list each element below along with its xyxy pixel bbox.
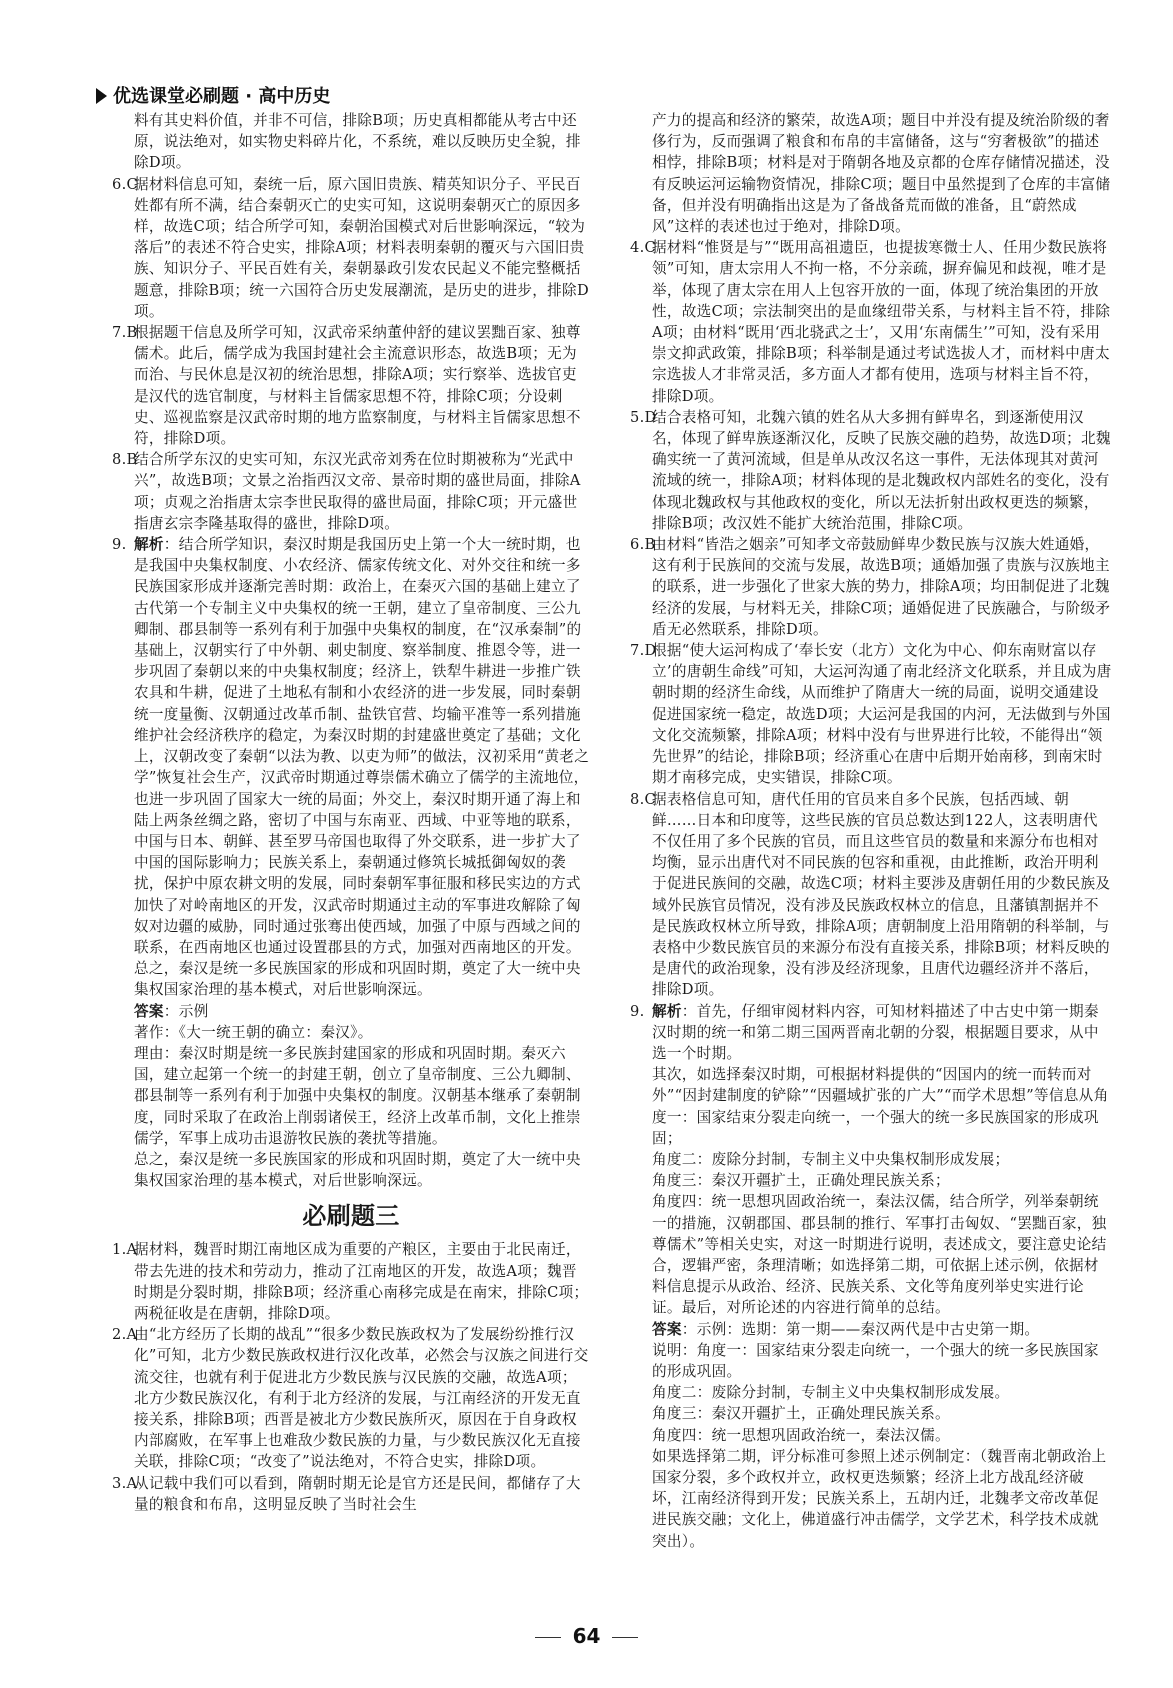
answer-label: 答案: [134, 1002, 164, 1020]
section-title: 必刷题三: [302, 1202, 400, 1231]
answer-value: ：示例：选期：第一期——秦汉两代是中古史第一期。: [681, 1320, 1040, 1338]
answer-item-8b: [630, 789, 1112, 1001]
answer-item-s2: [112, 1324, 590, 1472]
answer-reason: 理由：秦汉时期是统一多民族封建国家的形成和巩固时期。秦灭六国，建立起第一个统一的封建王朝，创立了皇帝制度、三公九卿制、郡县制等一系列有利于加强中央集权的制度。汉朝基本继承了秦朝制度，同时采取了在政治上削弱诸侯王，经济上改革币制，文化上推崇儒学，军事上成功击退游牧民族的袭扰等措施。: [134, 1044, 581, 1147]
item-text: 结合所学东汉的史实可知，东汉光武帝刘秀在位时期被称为“光武中兴”，故选B项；文景之治指西汉文帝、景帝时期的盛世局面，排除A项；贞观之治指唐太宗李世民取得的盛世局面，排除C项；开元盛世指唐玄宗李隆基取得的盛世，排除D项。: [134, 451, 581, 532]
item-text: 从记载中我们可以看到，隋朝时期无论是官方还是民间，都储存了大量的粮食和布帛，这明显反映了当时社会生: [134, 1474, 581, 1513]
answer-item-8: [112, 449, 590, 534]
answer-explain: 说明：角度一：国家结束分裂走向统一，一个强大的统一多民族国家的形成巩固。: [652, 1341, 1099, 1380]
answer-item-6: [112, 174, 590, 322]
item-text: 据材料“惟贤是与”“既用高祖遗臣，也提拔寒微士人、任用少数民族将领”可知，唐太宗用人不拘一格，不分亲疏，摒弃偏见和歧视，唯才是举，体现了唐太宗在用人上包容开放的一面，体现了统治集团的开放性，故选C项；宗法制突出的是血缘纽带关系，与材料主旨不符，排除A项；由材料“既用‘西北骁武之士’，又用‘东南儒生’”可知，没有采用崇文抑武政策，排除B项；科举制是通过考试选拔人才，而材料中唐太宗选拔人才非常灵活，多方面人才都有使用，选项与材料主旨不符，排除D项。: [652, 239, 1111, 405]
answer-item-s1: [112, 1239, 590, 1324]
right-column: [630, 110, 1112, 1552]
answer-value: ：示例: [163, 1002, 209, 1020]
item-text: 根据题干信息及所学可知，汉武帝采纳董仲舒的建议罢黜百家、独尊儒术。此后，儒学成为我国封建社会主流意识形态，故选B项；无为而治、与民休息是汉初的统治思想，排除A项；实行察举、选拔官吏是汉代的选官制度，与材料主旨儒家思想不符，排除C项；分设刺史、巡视监察是汉武帝时期的地方监察制度，与材料主旨儒家思想不符，排除D项。: [134, 324, 581, 448]
item-number: 1.A: [112, 1241, 138, 1259]
answer-label: 答案: [652, 1320, 682, 1338]
paragraph: 其次，如选择秦汉时期，可根据材料提供的“因国内的统一而转而对外”“因封建制度的铲除”“因疆域扩张的广大”“而学术思想”等信息从角度一：国家结束分裂走向统一，一个强大的统一多民族国家的形成巩固；: [652, 1066, 1109, 1147]
paragraph: 角度四：统一思想巩固政治统一，秦法汉儒，结合所学，列举秦朝统一的措施，汉朝郡国、郡县制的推行、军事打击匈奴、“罢黜百家，独尊儒术”等相关史实，对这一时期进行说明，表述成文，要注意史论结合，逻辑严密，条理清晰；如选择第二期，可依据上述示例，依据材料信息提示从政治、经济、民族关系、文化等角度列举史实进行论证。最后，对所论述的内容进行简单的总结。: [652, 1193, 1107, 1317]
answer-item-6b: [630, 534, 1112, 640]
item-number: 6.B: [630, 536, 656, 554]
item-number: 4.C: [630, 239, 656, 257]
item-number: 5.D: [630, 408, 657, 426]
answer-item-5: [630, 407, 1112, 534]
item-text: 由材料“皆浩之姻亲”可知孝文帝鼓励鲜卑少数民族与汉族大姓通婚，这有利于民族间的交流与发展，故选B项；通婚加强了贵族与汉族地主的联系，进一步强化了世家大族的势力，排除A项；均田制促进了北魏经济的发展，与材料无关，排除C项；通婚促进了民族融合，与阶级矛盾无必然联系，排除D项。: [652, 536, 1111, 638]
item-text: 据表格信息可知，唐代任用的官员来自多个民族，包括西域、朝鲜……日本和印度等，这些民族的官员总数达到122人，这表明唐代不仅任用了多个民族的官员，而且这些官员的数量和来源分布也相对均衡，显示出唐代对不同民族的包容和重视，由此推断，政治开明利于促进民族间的交融，故选C项；材料主要涉及唐朝任用的少数民族及域外民族官员情况，没有涉及民族政权林立的信息，且藩镇割据并不是民族政权林立所导致，排除A项；唐朝制度上沿用隋朝的科举制，与表格中少数民族官员的来源分布没有直接关系，排除B项；材料反映的是唐代的政治现象，没有涉及经济现象，且唐代边疆经济并不落后，排除D项。: [652, 790, 1111, 999]
footer-dash: [612, 1637, 638, 1638]
answer-item-9b: [630, 1001, 1112, 1065]
paragraph: 角度三：秦汉开疆扩土，正确处理民族关系；: [652, 1172, 950, 1190]
paragraph: 角度二：废除分封制，专制主义中央集权制形成发展；: [652, 1150, 1010, 1168]
answer-item-s3: [112, 1473, 590, 1515]
answer-summary: 总之，秦汉是统一多民族国家的形成和巩固时期，奠定了大一统中央集权国家治理的基本模式，对后世影响深远。: [134, 1150, 581, 1190]
answer-item-7b: [630, 640, 1112, 788]
page-footer: [0, 1624, 1173, 1648]
item-number: 8.B: [112, 451, 138, 469]
item-number: 3.A: [112, 1474, 138, 1492]
answer-explain: 角度三：秦汉开疆扩土，正确处理民族关系。: [652, 1405, 950, 1423]
item-text: ：结合所学知识，秦汉时期是我国历史上第一个大一统时期，也是我国中央集权制度、小农经济、儒家传统文化、对外交往和统一多民族国家形成并逐渐完善时期：政治上，在秦灭六国的基础上建立了古代第一个专制主义中央集权的统一王朝，建立了皇帝制度、三公九卿制、郡县制等一系列有利于加强中央集权的制度，在“汉承秦制”的基础上，汉朝实行了中外朝、刺史制度、察举制度、推恩令等，进一步巩固了秦朝以来的中央集权制度；经济上，铁犁牛耕进一步推广铁农具和牛耕，促进了土地私有制和小农经济的进一步发展，同时秦朝统一度量衡、汉朝通过改革币制、盐铁官营、均输平准等一系列措施维护社会经济秩序的稳定，为秦汉时期的封建盛世奠定了基础；文化上，汉朝改变了秦朝“以法为教、以吏为师”的做法，汉初采用“黄老之学”恢复社会生产，汉武帝时期通过尊崇儒术确立了儒学的主流地位，也进一步巩固了国家大一统的局面；外交上，秦汉时期开通了海上和陆上两条丝绸之路，密切了中国与东南亚、西域、中亚等地的联系，中国与日本、朝鲜、甚至罗马帝国也取得了外交联系，进一步扩大了中国的国际影响力；民族关系上，秦朝通过修筑长城抵御匈奴的袭扰，保护中原农耕文明的发展，同时秦朝军事征服和移民实边的方式加快了对岭南地区的开发，汉武帝时期通过主动的军事进攻解除了匈奴对边疆的威胁，同时通过张骞出使西域，加强了中原与西域之间的联系，在西南地区也通过设置郡县的方式，加强对西南地区的开发。总之，秦汉是统一多民族国家的形成和巩固时期，奠定了大一统中央集权国家治理的基本模式，对后世影响深远。: [134, 536, 590, 999]
analysis-label: 解析: [652, 1002, 682, 1020]
item-text: 结合表格可知，北魏六镇的姓名从大多拥有鲜卑名，到逐渐使用汉名，体现了鲜卑族逐渐汉化，反映了民族交融的趋势，故选D项；北魏确实统一了黄河流域，但是单从改汉名这一事件，无法体现其对黄河流域的统一，排除A项；材料体现的是北魏政权内部姓名的变化，没有体现北魏政权与其他政权的变化，所以无法折射出政权更迭的频繁，排除B项；改汉姓不能扩大统治范围，排除C项。: [652, 408, 1111, 532]
item-number: 7.D: [630, 642, 657, 660]
page-header: [96, 82, 330, 108]
answer-line: [630, 1319, 1112, 1340]
item-text: 根据“使大运河构成了‘奉长安（北方）文化为中心、仰东南财富以存立’的唐朝生命线”可知，大运河沟通了南北经济文化联系，并且成为唐朝时期的经济生命线，从而维护了隋唐大一统的局面，说明交通建设促进国家统一稳定，故选D项；大运河是我国的内河，无法做到与外国文化交流频繁，排除A项；材料中没有与世界进行比较，不能得出“领先世界”的结论，排除B项；经济重心在唐中后期开始南移，到南宋时期才南移完成，史实错误，排除C项。: [652, 642, 1112, 787]
item-text: 由“北方经历了长期的战乱”“很多少数民族政权为了发展纷纷推行汉化”可知，北方少数民族政权进行汉化改革，必然会与汉族之间进行交流交往，也就有利于促进北方少数民族与汉民族的交融，故选A项；北方少数民族汉化，有利于北方经济的发展，与江南经济的开发无直接关系，排除B项；西晋是被北方少数民族所灭，原因在于自身政权内部腐败，在军事上也难敌少数民族的力量，与少数民族汉化无直接关联，排除C项；“改变了”说法绝对，不符合史实，排除D项。: [134, 1326, 589, 1471]
left-column: [112, 110, 590, 1515]
continued-text: 料有其史料价值，并非不可信，排除B项；历史真相都能从考古中还原，说法绝对，如实物史料碎片化，不系统，难以反映历史全貌，排除D项。: [134, 112, 581, 172]
analysis-label: 解析: [134, 536, 164, 554]
item-text: 据材料信息可知，秦统一后，原六国旧贵族、精英知识分子、平民百姓都有所不满，结合秦朝灭亡的史实可知，这说明秦朝灭亡的原因多样，故选C项；结合所学可知，秦朝治国模式对后世影响深远，“较为落后”的表述不符合史实，排除A项；材料表明秦朝的覆灭与六国旧贵族、知识分子、平民百姓有关，秦朝暴政引发农民起义不能完整概括题意，排除B项；统一六国符合历史发展潮流，是历史的进步，排除D项。: [134, 175, 589, 320]
header-title: 优选课堂必刷题 · 高中历史: [113, 86, 331, 107]
triangle-icon: [96, 88, 107, 104]
item-number: 9.: [630, 1002, 645, 1020]
answer-item-7: [112, 322, 590, 449]
item-number: 9.: [112, 536, 127, 554]
answer-explain: 如果选择第二期，评分标准可参照上述示例制定：（魏晋南北朝政治上国家分裂，多个政权并立，政权更迭频繁；经济上北方战乱经济破坏，江南经济得到开发；民族关系上，五胡内迁，北魏孝文帝改革促进民族交融；文化上，佛道盛行冲击儒学，文学艺术，科学技术成就突出）。: [652, 1447, 1107, 1550]
item-number: 2.A: [112, 1326, 138, 1344]
page-number: 64: [572, 1624, 601, 1648]
item-text: ：首先，仔细审阅材料内容，可知材料描述了中古史中第一期秦汉时期的统一和第二期三国两晋南北朝的分裂，根据题目要求，从中选一个时期。: [652, 1002, 1099, 1062]
answer-item-4: [630, 237, 1112, 407]
answer-book: 著作：《大一统王朝的确立：秦汉》。: [134, 1023, 373, 1041]
answer-item-9: [112, 534, 590, 1000]
answer-explain: 角度二：废除分封制，专制主义中央集权制形成发展。: [652, 1384, 1010, 1402]
footer-dash: [535, 1637, 561, 1638]
item-number: 7.B: [112, 324, 138, 342]
item-number: 6.C: [112, 175, 138, 193]
item-text: 据材料，魏晋时期江南地区成为重要的产粮区，主要由于北民南迁，带去先进的技术和劳动力，推动了江南地区的开发，故选A项；魏晋时期是分裂时期，排除B项；经济重心南移完成是在南宋，排除C项；两税征收是在唐朝，排除D项。: [134, 1241, 589, 1322]
item-number: 8.C: [630, 790, 656, 808]
answer-line: [112, 1001, 590, 1022]
continued-text: 产力的提高和经济的繁荣，故选A项；题目中并没有提及统治阶级的奢侈行为，反而强调了粮食和布帛的丰富储备，这与“穷奢极欲”的描述相悖，排除B项；材料是对于隋朝各地及京都的仓库存储情况描述，没有反映运河运输物资情况，排除C项；题目中虽然提到了仓库的丰富储备，但并没有明确指出这是为了备战备荒而做的准备，且“蔚然成风”这样的表述也过于绝对，排除D项。: [652, 112, 1111, 236]
answer-explain: 角度四：统一思想巩固政治统一，秦法汉儒。: [652, 1426, 950, 1444]
